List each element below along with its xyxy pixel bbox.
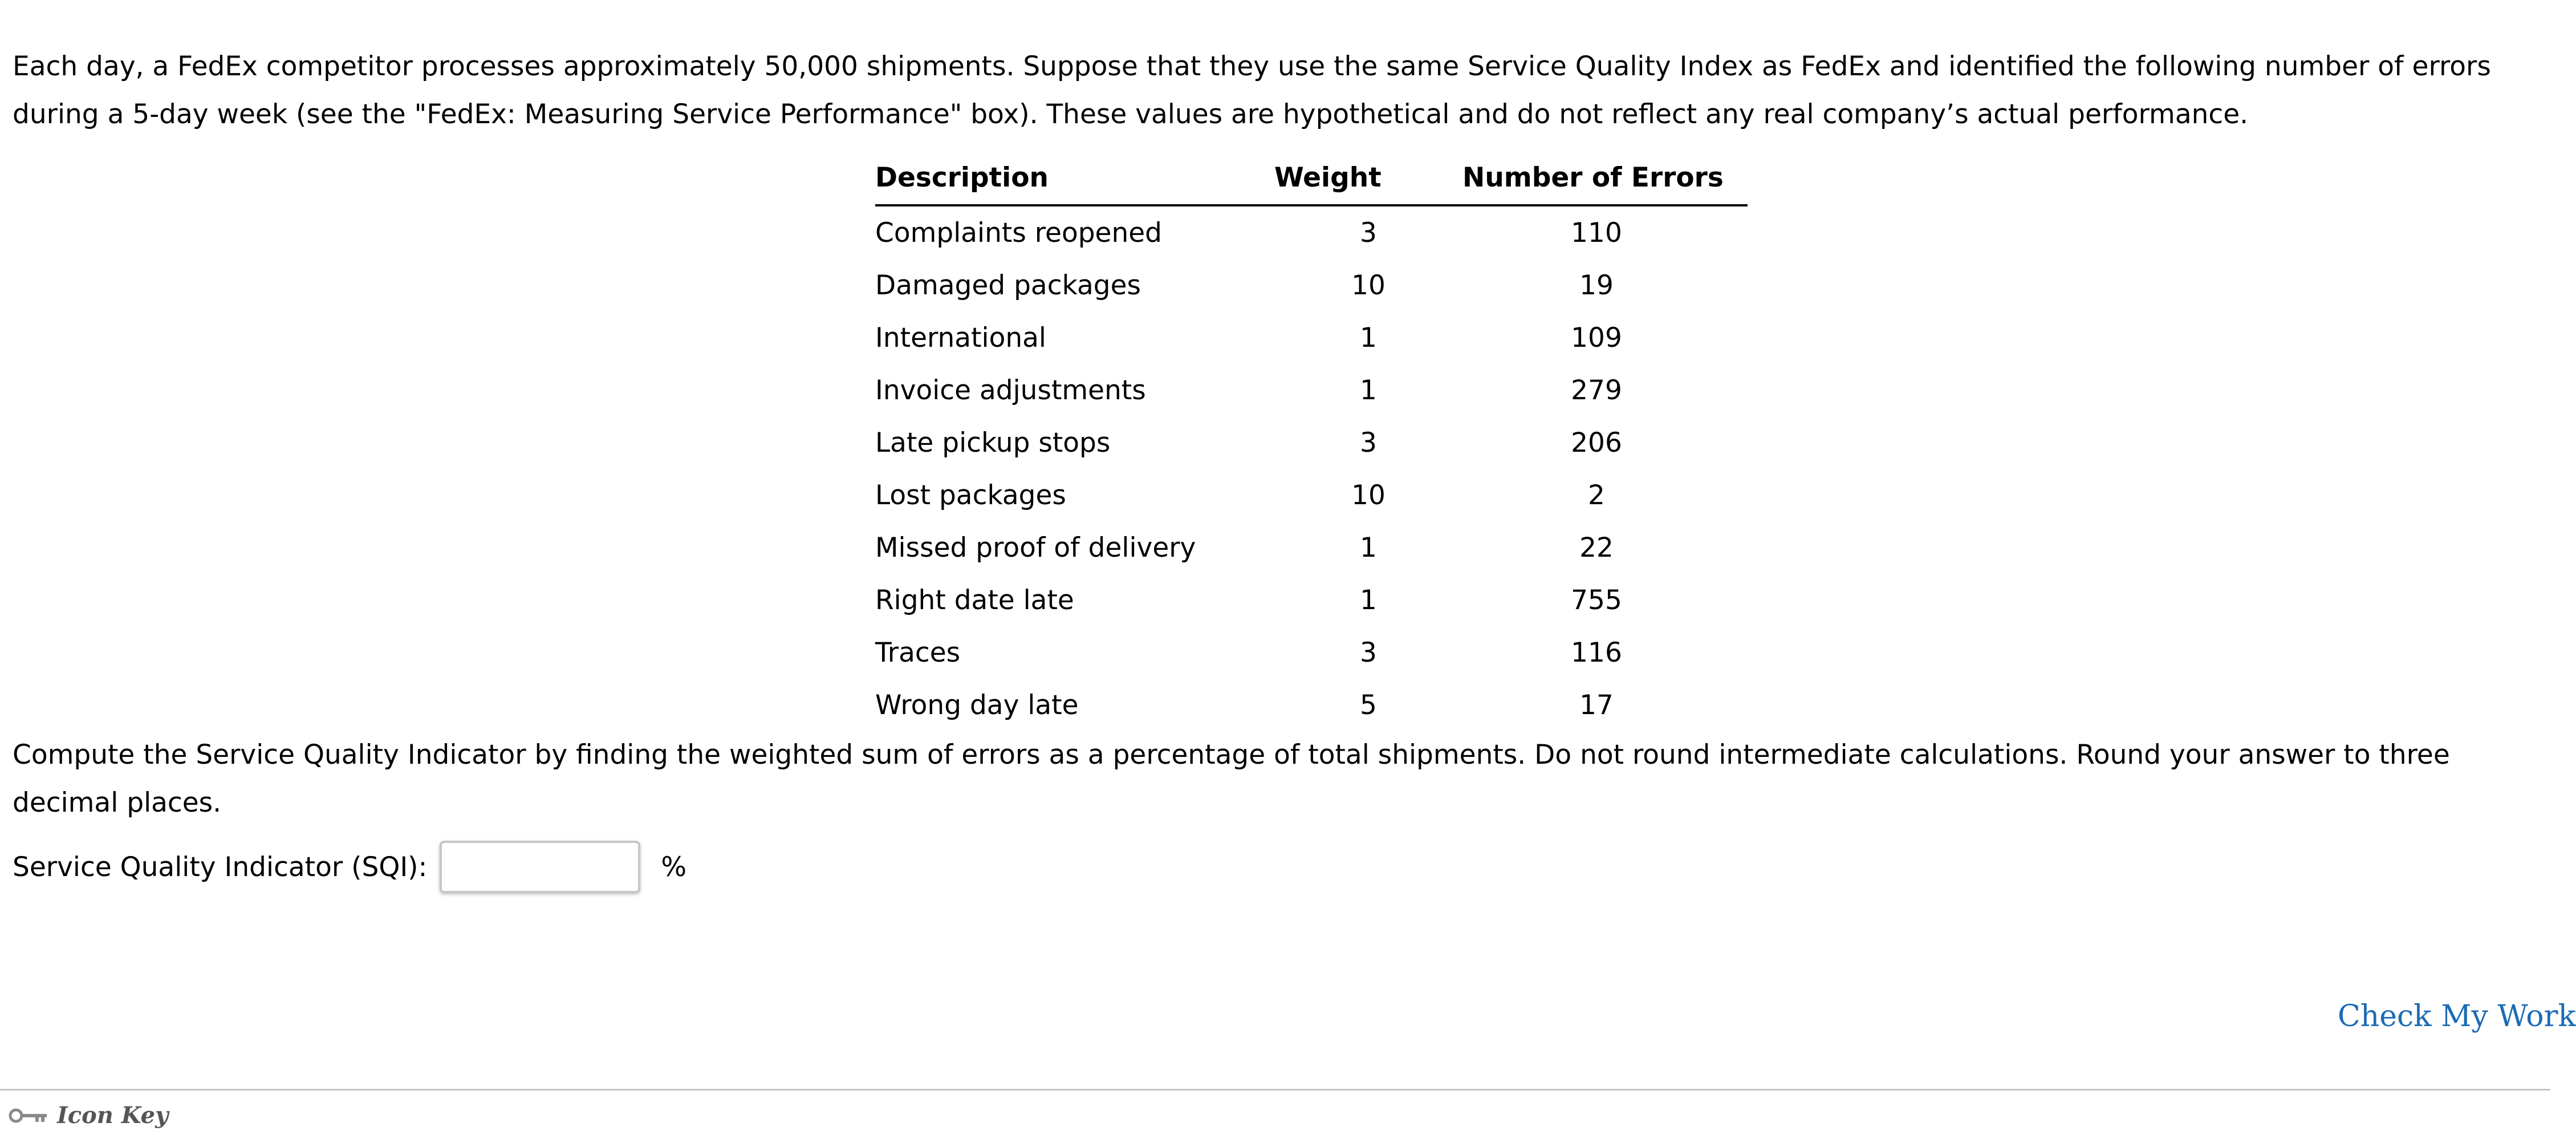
- row-weight: 1: [1360, 374, 1377, 406]
- header-number-of-errors: Number of Errors: [1462, 161, 1724, 193]
- intro-line-2: during a 5-day week (see the "FedEx: Measuring Service Performance" box). These values are hypothetical and do not reflect any real company’s actual performance.: [13, 99, 2249, 130]
- row-errors: 22: [1579, 532, 1614, 564]
- row-description: Late pickup stops: [875, 427, 1111, 459]
- row-description: Invoice adjustments: [875, 374, 1146, 406]
- table-row: [875, 364, 1748, 416]
- sqi-answer-row: [13, 837, 686, 897]
- icon-key-label: Icon Key: [57, 1102, 169, 1129]
- table-row: [875, 521, 1748, 574]
- row-weight: 5: [1360, 689, 1377, 721]
- table-row: [875, 574, 1748, 626]
- row-errors: 17: [1579, 689, 1614, 721]
- table-row: [875, 311, 1748, 364]
- table-header-row: [875, 151, 1748, 205]
- row-weight: 10: [1351, 479, 1385, 511]
- row-description: Complaints reopened: [875, 217, 1163, 249]
- percent-unit: %: [661, 851, 687, 883]
- table-row: [875, 679, 1748, 731]
- row-weight: 10: [1351, 269, 1385, 301]
- intro-line-1: Each day, a FedEx competitor processes approximately 50,000 shipments. Suppose that they use the same Service Quality Index as FedEx and identified the following number of errors: [13, 51, 2491, 82]
- errors-table: [875, 151, 1748, 731]
- row-errors: 755: [1571, 584, 1622, 616]
- row-weight: 3: [1360, 637, 1377, 668]
- row-errors: 109: [1571, 322, 1622, 354]
- check-my-work-link[interactable]: Check My Work: [2338, 999, 2576, 1033]
- row-description: Right date late: [875, 584, 1074, 616]
- instructions-line-2: decimal places.: [13, 787, 222, 818]
- table-row: [875, 416, 1748, 469]
- sqi-label: Service Quality Indicator (SQI):: [13, 851, 428, 883]
- key-icon: [8, 1104, 50, 1127]
- icon-key-button[interactable]: [8, 1102, 168, 1129]
- row-errors: 2: [1588, 479, 1605, 511]
- footer-divider: [0, 1089, 2550, 1091]
- row-description: Wrong day late: [875, 689, 1079, 721]
- row-weight: 1: [1360, 532, 1377, 564]
- row-errors: 206: [1571, 427, 1622, 459]
- row-weight: 1: [1360, 584, 1377, 616]
- table-row: [875, 259, 1748, 311]
- row-weight: 3: [1360, 427, 1377, 459]
- row-errors: 19: [1579, 269, 1614, 301]
- problem-instructions: [13, 731, 2450, 827]
- table-row: [875, 205, 1748, 259]
- sqi-input[interactable]: [440, 841, 640, 893]
- row-description: Traces: [875, 637, 961, 668]
- header-weight: Weight: [1274, 161, 1382, 193]
- row-description: Lost packages: [875, 479, 1066, 511]
- row-description: International: [875, 322, 1046, 354]
- problem-intro: [13, 43, 2491, 139]
- table-row: [875, 469, 1748, 521]
- row-description: Damaged packages: [875, 269, 1141, 301]
- row-errors: 110: [1571, 217, 1622, 249]
- row-errors: 116: [1571, 637, 1622, 668]
- instructions-line-1: Compute the Service Quality Indicator by finding the weighted sum of errors as a percentage of total shipments. Do not round intermediate calculations. Round your answer to three: [13, 739, 2450, 771]
- row-weight: 1: [1360, 322, 1377, 354]
- row-description: Missed proof of delivery: [875, 532, 1196, 564]
- row-errors: 279: [1571, 374, 1622, 406]
- header-description: Description: [875, 161, 1049, 193]
- row-weight: 3: [1360, 217, 1377, 249]
- table-row: [875, 626, 1748, 679]
